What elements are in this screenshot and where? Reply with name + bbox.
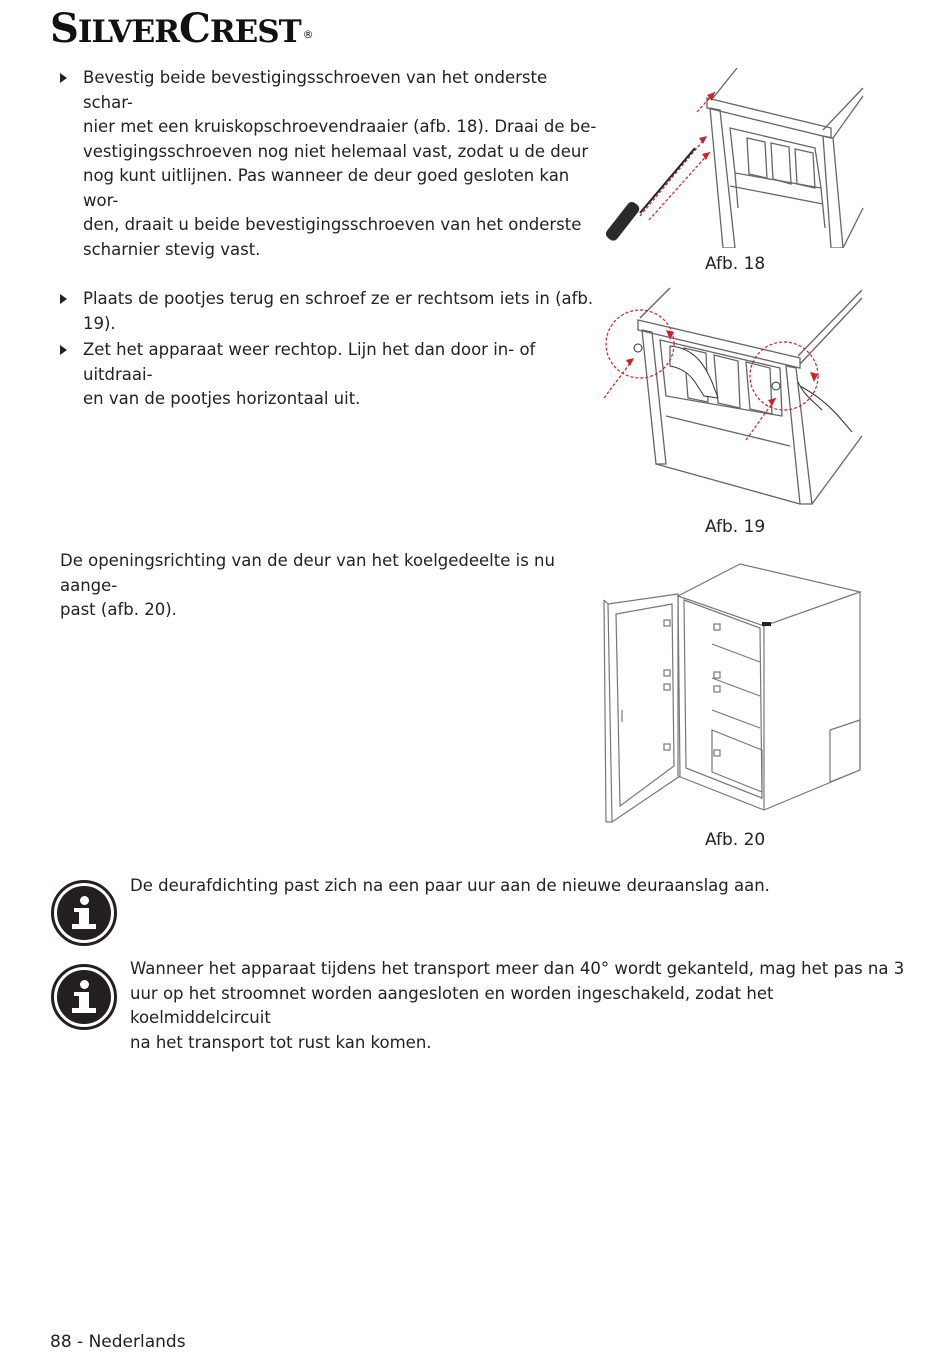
text-line: scharnier stevig vast. [83, 239, 261, 259]
instruction-step-2 [60, 287, 600, 337]
figure-20-caption: Afb. 20 [705, 830, 766, 850]
text-line: De openingsrichting van de deur van het koelgedeelte is nu aange- [60, 551, 555, 595]
bullet-arrow-icon [60, 345, 67, 355]
text-line: Bevestig beide bevestigingsschroeven van het onderste schar- [83, 68, 548, 112]
brand-logo: SILVERCREST ® [50, 5, 313, 52]
text-line: en van de pootjes horizontaal uit. [83, 389, 361, 408]
bullet-arrow-icon [60, 73, 67, 83]
info-note-2 [130, 957, 910, 1055]
text-line: Plaats de pootjes terug en schroef ze er rechtsom iets in (afb. [83, 289, 594, 308]
figure-19-illustration [600, 286, 865, 506]
text-line: Zet het apparaat weer rechtop. Lijn het dan door in- of uitdraai- [83, 340, 536, 384]
figure-20-illustration [598, 560, 868, 825]
figure-18-illustration [595, 68, 870, 248]
figure-18-caption: Afb. 18 [705, 254, 766, 274]
page-footer: 88 - Nederlands [50, 1332, 186, 1352]
info-icon [51, 880, 117, 946]
text-line: De deurafdichting past zich na een paar uur aan de nieuwe deuraanslag aan. [130, 876, 770, 895]
info-icon [51, 964, 117, 1030]
text-line: den, draait u beide bevestigingsschroeven van het onderste [83, 215, 582, 234]
info-note-1 [130, 874, 890, 899]
result-paragraph [60, 549, 600, 623]
text-line: nog kunt uitlijnen. Pas wanneer de deur goed gesloten kan wor- [83, 166, 570, 210]
text-line: na het transport tot rust kan komen. [130, 1032, 432, 1052]
bullet-arrow-icon [60, 294, 67, 304]
instruction-step-3 [60, 338, 600, 408]
text-line: past (afb. 20). [60, 600, 177, 619]
instruction-step-1 [60, 66, 600, 259]
text-line: uur op het stroomnet worden aangesloten en worden ingeschakeld, zodat het koelmiddelcircuit [130, 983, 774, 1027]
figure-19-caption: Afb. 19 [705, 517, 766, 537]
text-line: 19). [83, 313, 116, 333]
text-line: vestigingsschroeven nog niet helemaal vast, zodat u de deur [83, 141, 589, 161]
text-line: nier met een kruiskopschroevendraaier (afb. 18). Draai de be- [83, 117, 597, 136]
text-line: Wanneer het apparaat tijdens het transport meer dan 40° wordt gekanteld, mag het pas na 3 [130, 959, 905, 978]
